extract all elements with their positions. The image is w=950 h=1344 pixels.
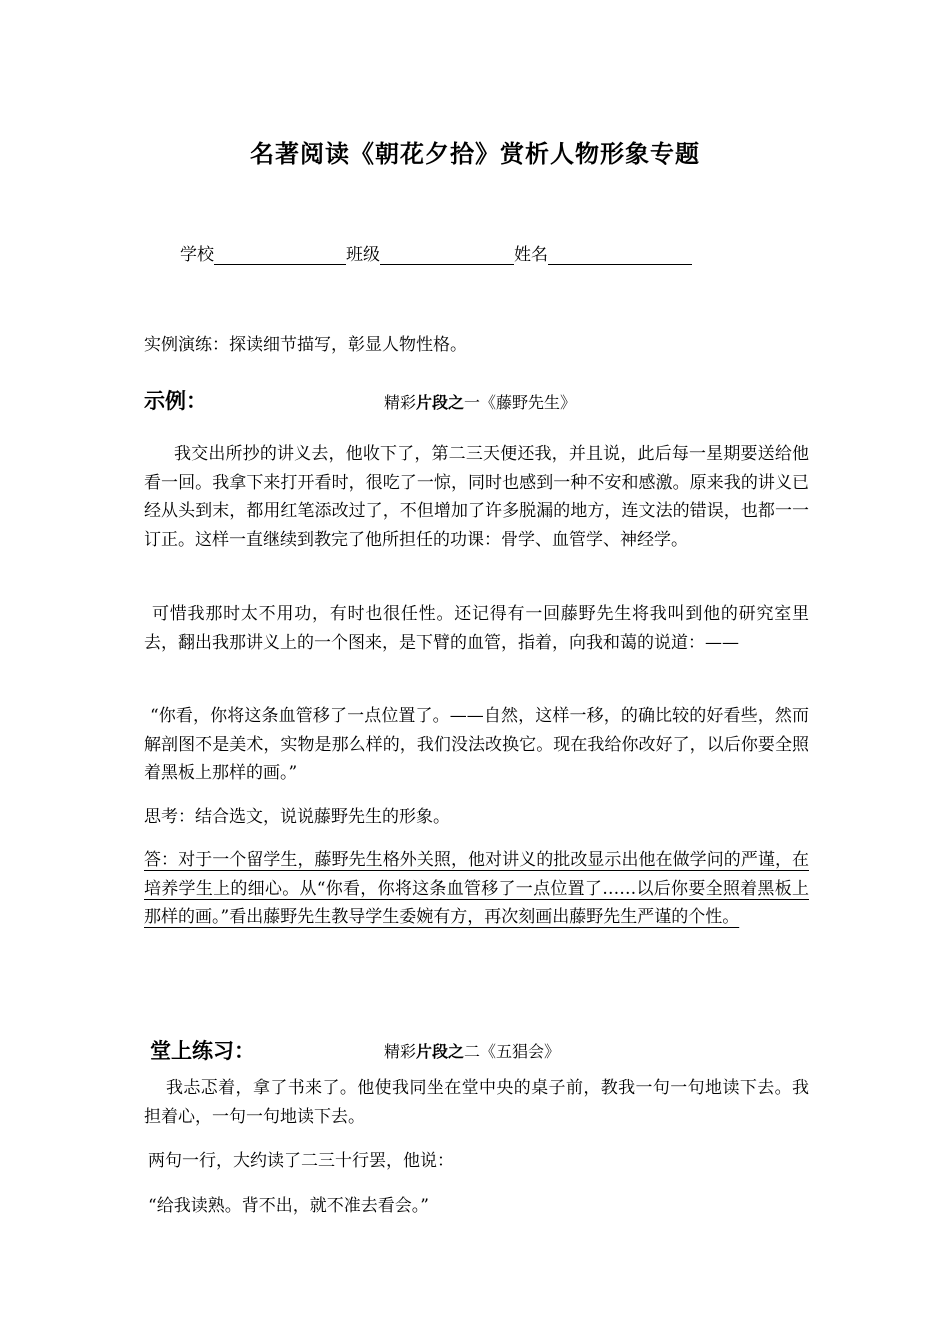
class-label: 班级 — [346, 245, 380, 265]
practice-subtitle — [384, 1039, 560, 1062]
student-info-line — [180, 240, 692, 265]
practice-paragraph-2: 两句一行，大约读了二三十行罢，他说： — [148, 1151, 454, 1171]
answer-text: 答：对于一个留学生，藤野先生格外关照，他对讲义的批改显示出他在做学问的严谨，在培养学生上的细心。从“你看，你将这条血管移了一点位置了……以后你要全照着黑板上那样的画。”看出藤野先生教导学生委婉有方，再次刻画出藤野先生严谨的个性。 — [144, 850, 809, 927]
intro-text: 实例演练：探读细节描写，彰显人物性格。 — [144, 335, 467, 355]
name-label: 姓名 — [514, 245, 548, 265]
practice-subtitle-bold: 片段之 — [416, 1042, 465, 1061]
practice-paragraph-1: 我忐忑着，拿了书来了。他使我同坐在堂中央的桌子前，教我一句一句地读下去。我担着心，一句一句地读下去。 — [144, 1078, 809, 1127]
name-blank[interactable] — [548, 246, 692, 265]
example-subtitle-suffix: 一《藤野先生》 — [464, 393, 577, 412]
example-heading: 示例： — [144, 388, 207, 413]
question-text: 思考：结合选文，说说藤野先生的形象。 — [144, 807, 450, 827]
practice-subtitle-suffix: 二《五猖会》 — [464, 1042, 561, 1061]
practice-subtitle-prefix: 精彩 — [384, 1042, 417, 1061]
school-blank[interactable] — [214, 246, 346, 265]
example-paragraph-1: 我交出所抄的讲义去，他收下了，第二三天便还我，并且说，此后每一星期要送给他看一回。我拿下来打开看时，很吃了一惊，同时也感到一种不安和感激。原来我的讲义已经从头到末，都用红笔添改过了，不但增加了许多脱漏的地方，连文法的错误，也都一一订正。这样一直继续到教完了他所担任的功课：骨学、血管学、神经学。 — [144, 444, 809, 550]
example-subtitle-prefix: 精彩 — [384, 393, 417, 412]
practice-paragraph-3: “给我读熟。背不出，就不准去看会。” — [148, 1196, 429, 1216]
page-title: 名著阅读《朝花夕拾》赏析人物形象专题 — [250, 139, 700, 168]
example-paragraph-3: “你看，你将这条血管移了一点位置了。——自然，这样一移，的确比较的好看些，然而解剖图不是美术，实物是那么样的，我们没法改换它。现在我给你改好了，以后你要全照着黑板上那样的画。” — [144, 706, 809, 783]
example-subtitle — [384, 390, 576, 413]
example-paragraph-2: 可惜我那时太不用功，有时也很任性。还记得有一回藤野先生将我叫到他的研究室里去，翻出我那讲义上的一个图来，是下臂的血管，指着，向我和蔼的说道：—— — [144, 604, 809, 653]
class-blank[interactable] — [380, 246, 514, 265]
school-label: 学校 — [180, 245, 214, 265]
example-subtitle-bold: 片段之 — [416, 393, 465, 412]
practice-heading: 堂上练习： — [150, 1038, 255, 1063]
